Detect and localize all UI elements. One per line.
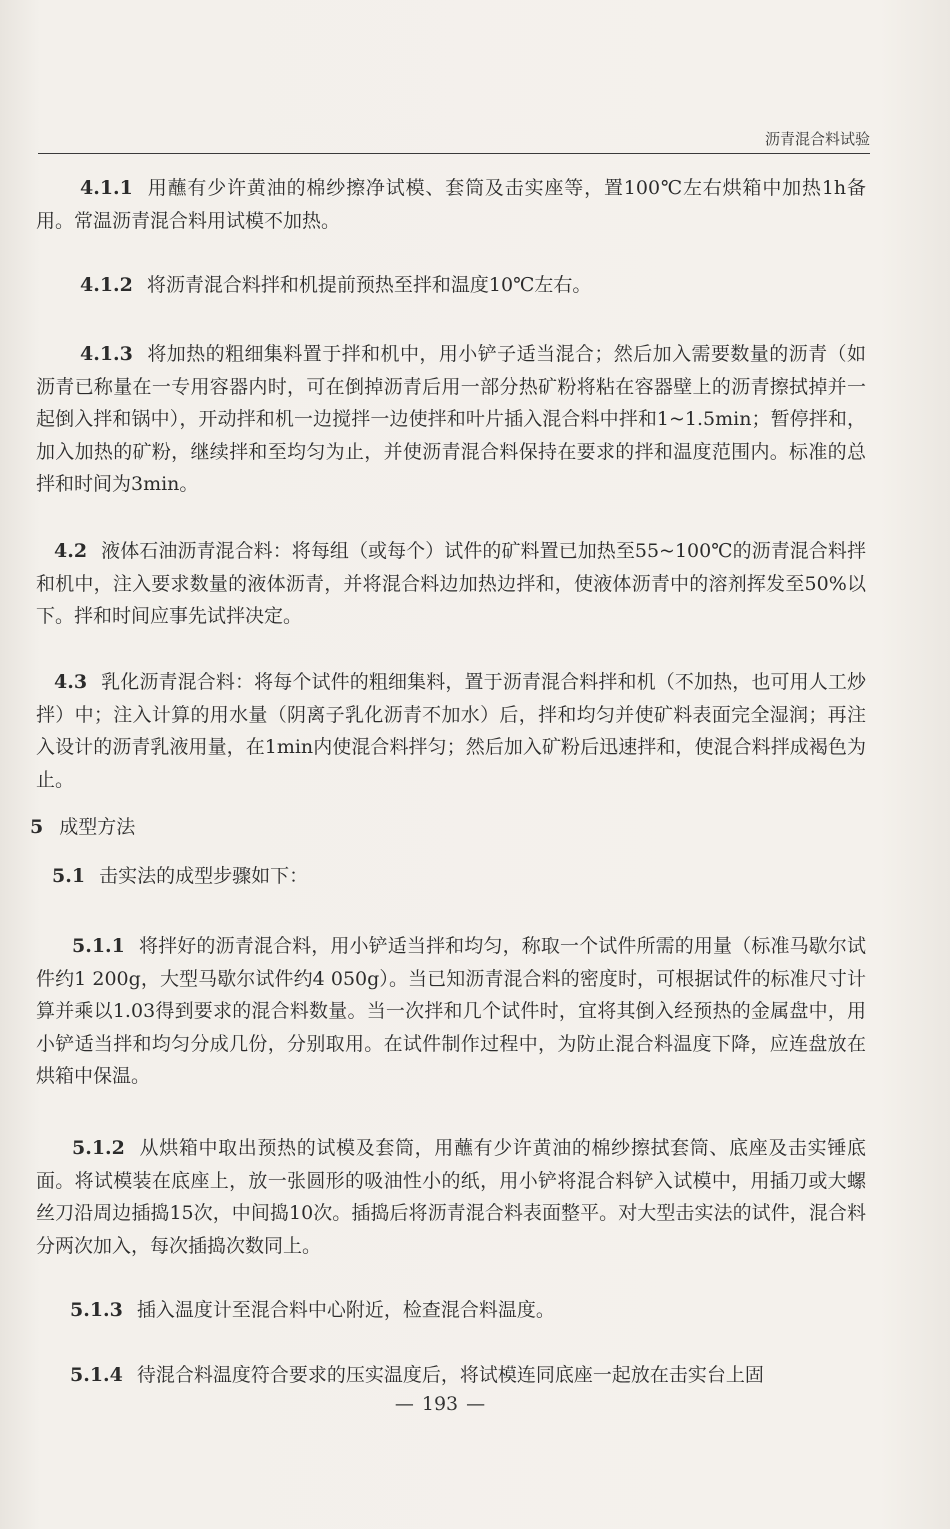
paragraph-5-1-3	[36, 1294, 866, 1327]
paragraph-5-1-4	[36, 1359, 866, 1392]
paragraph-4-1-1	[36, 172, 866, 237]
page-number-dash-right: —	[466, 1393, 486, 1415]
clause-text: 插入温度计至混合料中心附近，检查混合料温度。	[136, 1299, 555, 1321]
section-title: 成型方法	[59, 816, 136, 838]
clause-number: 5.1.2	[72, 1137, 125, 1159]
paragraph-4-3	[36, 666, 866, 796]
paragraph-5-1-1	[36, 930, 866, 1093]
clause-text: 将沥青混合料拌和机提前预热至拌和温度10℃左右。	[146, 274, 592, 296]
running-head: 沥青混合料试验	[764, 130, 870, 148]
section-heading-5	[30, 811, 135, 843]
clause-text: 乳化沥青混合料：将每个试件的粗细集料，置于沥青混合料拌和机（不加热，也可用人工炒拌）中；注入计算的用水量（阴离子乳化沥青不加水）后，拌和均匀并使矿料表面完全湿润；再注入设计的沥青乳液用量，在1min内使混合料拌匀；然后加入矿粉后迅速拌和，使混合料拌成褐色为止。	[36, 671, 866, 791]
paragraph-4-1-2	[36, 269, 866, 302]
paragraph-4-2	[36, 535, 866, 633]
section-number: 5	[30, 816, 44, 838]
header-rule	[38, 153, 870, 154]
clause-text: 击实法的成型步骤如下：	[99, 865, 309, 887]
page-number-value: 193	[421, 1393, 459, 1415]
clause-number: 5.1.4	[70, 1364, 123, 1386]
paragraph-4-1-3	[36, 338, 866, 501]
page-number-dash-left: —	[394, 1393, 414, 1415]
clause-number: 4.1.3	[80, 343, 133, 365]
paragraph-5-1-2	[36, 1132, 866, 1262]
clause-number: 4.2	[54, 540, 88, 562]
clause-text: 待混合料温度符合要求的压实温度后，将试模连同底座一起放在击实台上固	[136, 1364, 764, 1386]
clause-text: 液体石油沥青混合料：将每组（或每个）试件的矿料置已加热至55~100℃的沥青混合料拌和机中，注入要求数量的液体沥青，并将混合料边加热边拌和，使液体沥青中的溶剂挥发至50%以下。拌和时间应事先试拌决定。	[36, 540, 866, 627]
clause-number: 4.1.1	[80, 177, 133, 199]
clause-text: 从烘箱中取出预热的试模及套筒，用蘸有少许黄油的棉纱擦拭套筒、底座及击实锤底面。将试模装在底座上，放一张圆形的吸油性小的纸，用小铲将混合料铲入试模中，用插刀或大螺丝刀沿周边插捣15次，中间捣10次。插捣后将沥青混合料表面整平。对大型击实法的试件，混合料分两次加入，每次插捣次数同上。	[36, 1137, 866, 1257]
paragraph-5-1	[36, 860, 866, 893]
clause-number: 5.1	[52, 865, 86, 887]
clause-number: 4.1.2	[80, 274, 133, 296]
clause-number: 5.1.1	[72, 935, 125, 957]
clause-text: 用蘸有少许黄油的棉纱擦净试模、套筒及击实座等，置100℃左右烘箱中加热1h备用。常温沥青混合料用试模不加热。	[36, 177, 866, 232]
clause-text: 将拌好的沥青混合料，用小铲适当拌和均匀，称取一个试件所需的用量（标准马歇尔试件约1 200g，大型马歇尔试件约4 050g）。当已知沥青混合料的密度时，可根据试件的标准尺寸计算并乘以1.03得到要求的混合料数量。当一次拌和几个试件时，宜将其倒入经预热的金属盘中，用小铲适当拌和均匀分成几份，分别取用。在试件制作过程中，为防止混合料温度下降，应连盘放在烘箱中保温。	[36, 935, 866, 1087]
clause-number: 5.1.3	[70, 1299, 123, 1321]
clause-number: 4.3	[54, 671, 88, 693]
clause-text: 将加热的粗细集料置于拌和机中，用小铲子适当混合；然后加入需要数量的沥青（如沥青已称量在一专用容器内时，可在倒掉沥青后用一部分热矿粉将粘在容器壁上的沥青擦拭掉并一起倒入拌和锅中），开动拌和机一边搅拌一边使拌和叶片插入混合料中拌和1~1.5min；暂停拌和，加入加热的矿粉，继续拌和至均匀为止，并使沥青混合料保持在要求的拌和温度范围内。标准的总拌和时间为3min。	[36, 343, 866, 495]
page-number	[0, 1393, 880, 1415]
